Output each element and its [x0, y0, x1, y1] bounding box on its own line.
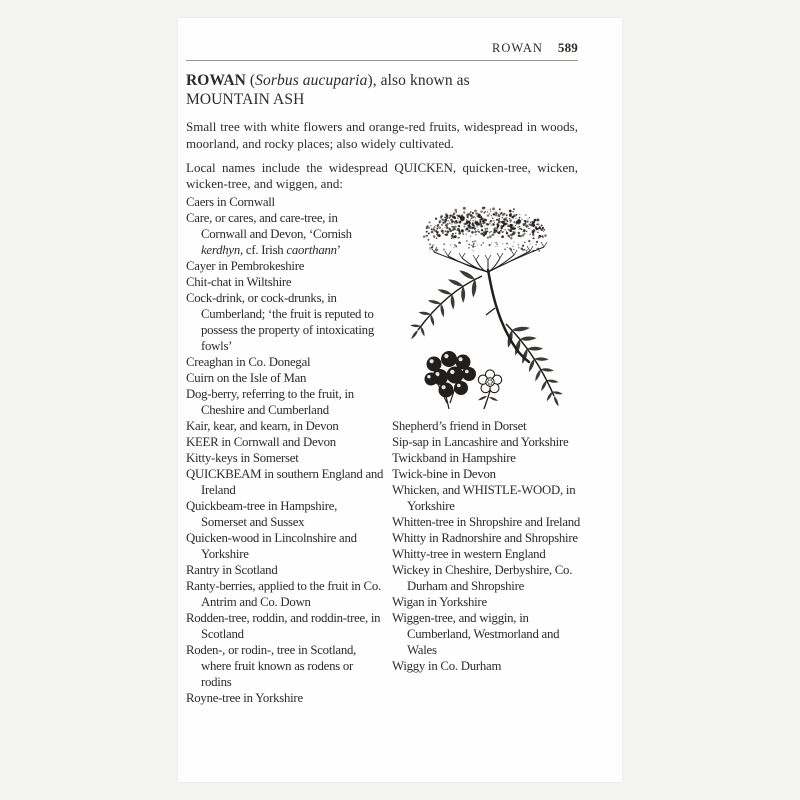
local-name-item: Caers in Cornwall	[186, 195, 275, 209]
local-name-item: Roden-, or rodin-, tree in Scotland, where fruit known as rodens or rodins	[186, 643, 357, 689]
page-number: 589	[557, 40, 578, 55]
local-name-item: Sip-sap in Lancashire and Yorkshire	[392, 435, 569, 449]
local-name-item: Rodden-tree, roddin, and roddin-tree, in Scotland	[186, 611, 381, 641]
local-name-item: Shepherd’s friend in Dorset	[392, 419, 527, 433]
running-head	[186, 40, 578, 55]
running-head-title: ROWAN	[492, 41, 543, 55]
local-name-item: Cayer in Pembrokeshire	[186, 259, 305, 273]
local-name-item: Whitty-tree in western England	[392, 547, 546, 561]
local-name-item: Whicken, and WHISTLE-WOOD, in Yorkshire	[392, 483, 576, 513]
rowan-illustration	[394, 196, 588, 410]
local-name-item: Cuirn on the Isle of Man	[186, 371, 307, 385]
local-name-item: Wigan in Yorkshire	[392, 595, 487, 609]
local-name-item: Cock-drink, or cock-drunks, in Cumberland; ‘the fruit is reputed to possess the property of intoxicating fowls’	[186, 291, 374, 353]
local-name-item: Kair, kear, and kearn, in Devon	[186, 419, 339, 433]
entry-heading: ROWAN (Sorbus aucuparia), also known as MOUNTAIN ASH	[186, 72, 470, 108]
book-page	[178, 18, 622, 782]
local-name-item: Ranty-berries, applied to the fruit in Co. Antrim and Co. Down	[186, 579, 381, 609]
local-names-column-right	[392, 418, 588, 674]
local-name-item: Quickbeam-tree in Hampshire, Somerset and Sussex	[186, 499, 338, 529]
local-name-item: QUICKBEAM in southern England and Ireland	[186, 467, 384, 497]
local-name-item: Wiggy in Co. Durham	[392, 659, 502, 673]
local-name-item: KEER in Cornwall and Devon	[186, 435, 336, 449]
local-name-item: Royne-tree in Yorkshire	[186, 691, 303, 705]
local-name-item: Twickband in Hampshire	[392, 451, 516, 465]
local-name-item: Creaghan in Co. Donegal	[186, 355, 311, 369]
local-name-item: Dog-berry, referring to the fruit, in Cheshire and Cumberland	[186, 387, 354, 417]
entry-description: Small tree with white flowers and orange-red fruits, widespread in woods, moorland, and rocky places; also widely cultivated.	[186, 119, 578, 151]
local-names-region	[186, 194, 581, 739]
local-names-column-left	[186, 194, 384, 706]
local-name-item: Wiggen-tree, and wiggin, in Cumberland, Westmorland and Wales	[392, 611, 560, 657]
rowan-branch-drawing	[394, 196, 588, 410]
local-name-item: Care, or cares, and care-tree, in Cornwall and Devon, ‘Cornish kerdhyn, cf. Irish caorthann’	[186, 211, 352, 257]
header-rule	[186, 60, 578, 61]
local-name-item: Kitty-keys in Somerset	[186, 451, 299, 465]
local-name-item: Whitten-tree in Shropshire and Ireland	[392, 515, 581, 529]
local-name-item: Quicken-wood in Lincolnshire and Yorkshire	[186, 531, 357, 561]
local-name-item: Rantry in Scotland	[186, 563, 278, 577]
local-names-intro: Local names include the widespread QUICKEN, quicken-tree, wicken, wicken-tree, and wiggen, and:	[186, 160, 578, 191]
local-name-item: Wickey in Cheshire, Derbyshire, Co. Durham and Shropshire	[392, 563, 573, 593]
local-name-item: Whitty in Radnorshire and Shropshire	[392, 531, 578, 545]
local-name-item: Twick-bine in Devon	[392, 467, 496, 481]
local-name-item: Chit-chat in Wiltshire	[186, 275, 292, 289]
page-content	[186, 40, 581, 739]
